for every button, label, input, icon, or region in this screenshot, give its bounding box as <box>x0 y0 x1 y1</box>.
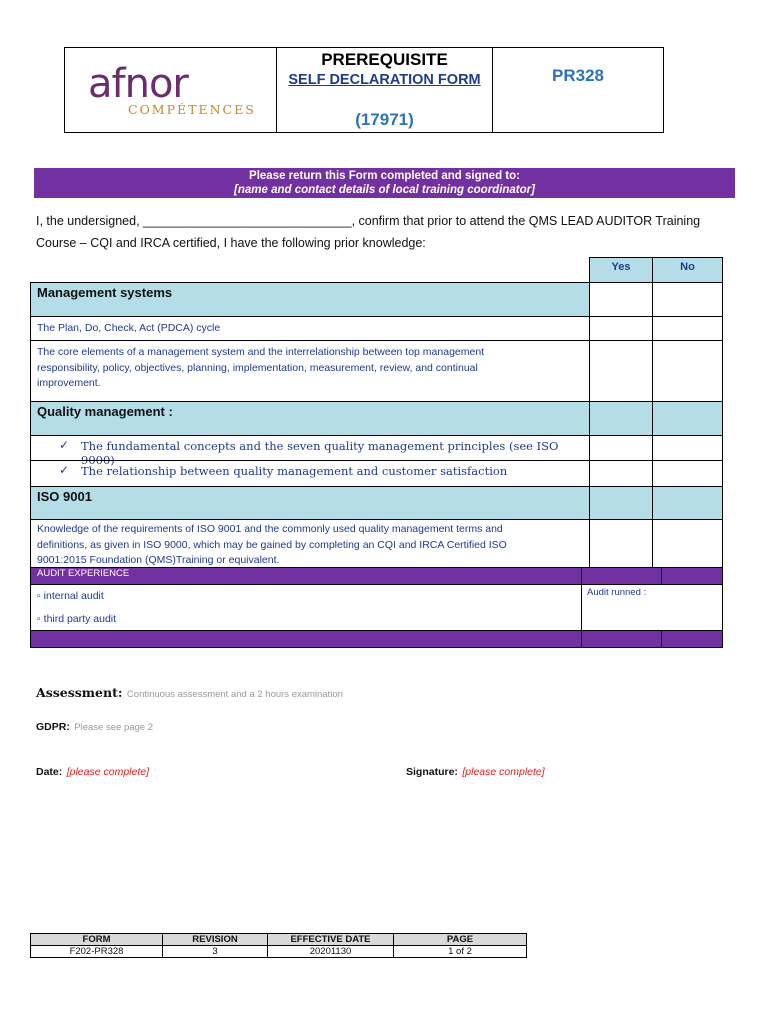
gdpr-label: GDPR: <box>36 721 70 733</box>
no-checkbox-pdca[interactable] <box>652 316 723 341</box>
row-pdca: The Plan, Do, Check, Act (PDCA) cycle <box>30 316 590 341</box>
audit-footer-bar <box>30 630 582 648</box>
quality-item-2: The relationship between quality management and customer satisfaction <box>81 464 508 478</box>
intro-line-2: Course – CQI and IRCA certified, I have the following prior knowledge: <box>36 236 426 250</box>
afnor-logo-subtext: COMPÉTENCES <box>128 102 256 117</box>
header-right-border <box>663 47 664 133</box>
iso-line-2: definitions, as given in ISO 9000, which may be gained by completing an CQI and IRCA Certified ISO <box>37 538 507 551</box>
section-iso-9001: ISO 9001 <box>30 486 590 520</box>
no-checkbox-customer[interactable] <box>652 460 723 487</box>
audit-runned-label: Audit runned : <box>587 587 647 598</box>
form-reference: PR328 <box>552 66 604 85</box>
section-quality-management: Quality management : <box>30 401 590 436</box>
column-header-yes: Yes <box>589 257 653 283</box>
audit-experience-title: AUDIT EXPERIENCE <box>37 568 130 579</box>
form-code: (17971) <box>355 110 414 129</box>
assessment-value: Continuous assessment and a 2 hours examination <box>126 689 343 700</box>
no-checkbox-management[interactable] <box>652 282 723 317</box>
banner-line-2: [name and contact details of local training coordinator] <box>234 184 535 196</box>
no-cell-iso-header <box>652 486 723 520</box>
assessment-label: Assessment: <box>36 685 123 700</box>
afnor-logo: afnor <box>88 61 188 107</box>
yes-checkbox-principles[interactable] <box>589 435 653 461</box>
internal-audit-option[interactable] <box>31 590 104 602</box>
assessment-line <box>36 684 636 702</box>
checkbox-icon: ▫ <box>37 590 41 602</box>
footer-header-page: PAGE <box>393 933 527 946</box>
yes-checkbox-pdca[interactable] <box>589 316 653 341</box>
footer-header-revision: REVISION <box>162 933 268 946</box>
gdpr-value: Please see page 2 <box>74 722 153 733</box>
header-left-border <box>64 47 65 133</box>
audit-footer-cell-3 <box>661 630 723 648</box>
iso-line-1: Knowledge of the requirements of ISO 9001 and the commonly used quality management terms and <box>37 523 503 535</box>
audit-header-cell-3 <box>661 567 723 585</box>
third-party-audit-option[interactable] <box>31 613 116 625</box>
core-line-2: responsibility, policy, objectives, planning, implementation, measurement, review, and continual <box>37 361 478 374</box>
signature-line[interactable] <box>406 762 706 780</box>
banner-line-1: Please return this Form completed and signed to: <box>249 170 520 182</box>
form-title: PREREQUISITE <box>321 50 448 69</box>
section-management-systems: Management systems <box>30 282 590 317</box>
yes-cell-quality-header <box>589 401 653 436</box>
signature-value[interactable]: [please complete] <box>462 766 545 778</box>
row-iso-knowledge <box>30 519 590 569</box>
declaration-intro <box>36 210 726 254</box>
header-divider-2 <box>492 47 493 133</box>
return-banner <box>34 168 735 198</box>
audit-footer-cell-2 <box>581 630 662 648</box>
checkmark-icon: ✓ <box>59 463 70 477</box>
no-checkbox-iso[interactable] <box>652 519 723 569</box>
quality-item-1: The fundamental concepts and the seven quality management principles (see ISO 9000) <box>81 439 559 467</box>
audit-type-cell <box>30 584 582 631</box>
no-checkbox-core[interactable] <box>652 340 723 402</box>
date-value[interactable]: [please complete] <box>66 766 150 778</box>
date-label: Date: <box>36 766 63 778</box>
gdpr-line <box>36 717 436 735</box>
internal-audit-label: internal audit <box>43 590 104 602</box>
audit-runned-cell[interactable] <box>581 584 723 631</box>
footer-header-effective-date: EFFECTIVE DATE <box>267 933 394 946</box>
row-core-elements <box>30 340 590 402</box>
form-subtitle: SELF DECLARATION FORM <box>288 72 481 88</box>
yes-checkbox-core[interactable] <box>589 340 653 402</box>
iso-line-3: 9001:2015 Foundation (QMS)Training or equivalent. <box>37 554 280 566</box>
column-header-no: No <box>652 257 723 283</box>
yes-checkbox-iso[interactable] <box>589 519 653 569</box>
audit-experience-header <box>30 567 582 585</box>
row-quality-customer <box>30 460 590 487</box>
date-line[interactable] <box>36 762 336 780</box>
footer-revision-value: 3 <box>162 945 268 958</box>
no-cell-quality-header <box>652 401 723 436</box>
intro-line-1: I, the undersigned, ______________________________, confirm that prior to attend the QMS LEAD AUDITOR Training <box>36 214 701 228</box>
row-quality-principles <box>30 435 590 467</box>
yes-cell-iso-header <box>589 486 653 520</box>
header-bottom-border <box>64 132 664 133</box>
signature-label: Signature: <box>406 766 458 778</box>
header-top-border <box>64 47 664 48</box>
yes-checkbox-management[interactable] <box>589 282 653 317</box>
audit-header-cell-2 <box>581 567 662 585</box>
yes-checkbox-customer[interactable] <box>589 460 653 487</box>
footer-header-form: FORM <box>30 933 163 946</box>
footer-date-value: 20201130 <box>267 945 394 958</box>
third-party-audit-label: third party audit <box>43 613 117 625</box>
footer-page-value: 1 of 2 <box>393 945 527 958</box>
footer-form-value: F202-PR328 <box>30 945 163 958</box>
no-checkbox-principles[interactable] <box>652 435 723 461</box>
core-line-3: improvement. <box>37 377 101 389</box>
checkbox-icon: ▫ <box>37 613 41 625</box>
core-line-1: The core elements of a management system and the interrelationship between top management <box>37 346 485 358</box>
checkmark-icon: ✓ <box>59 438 70 452</box>
